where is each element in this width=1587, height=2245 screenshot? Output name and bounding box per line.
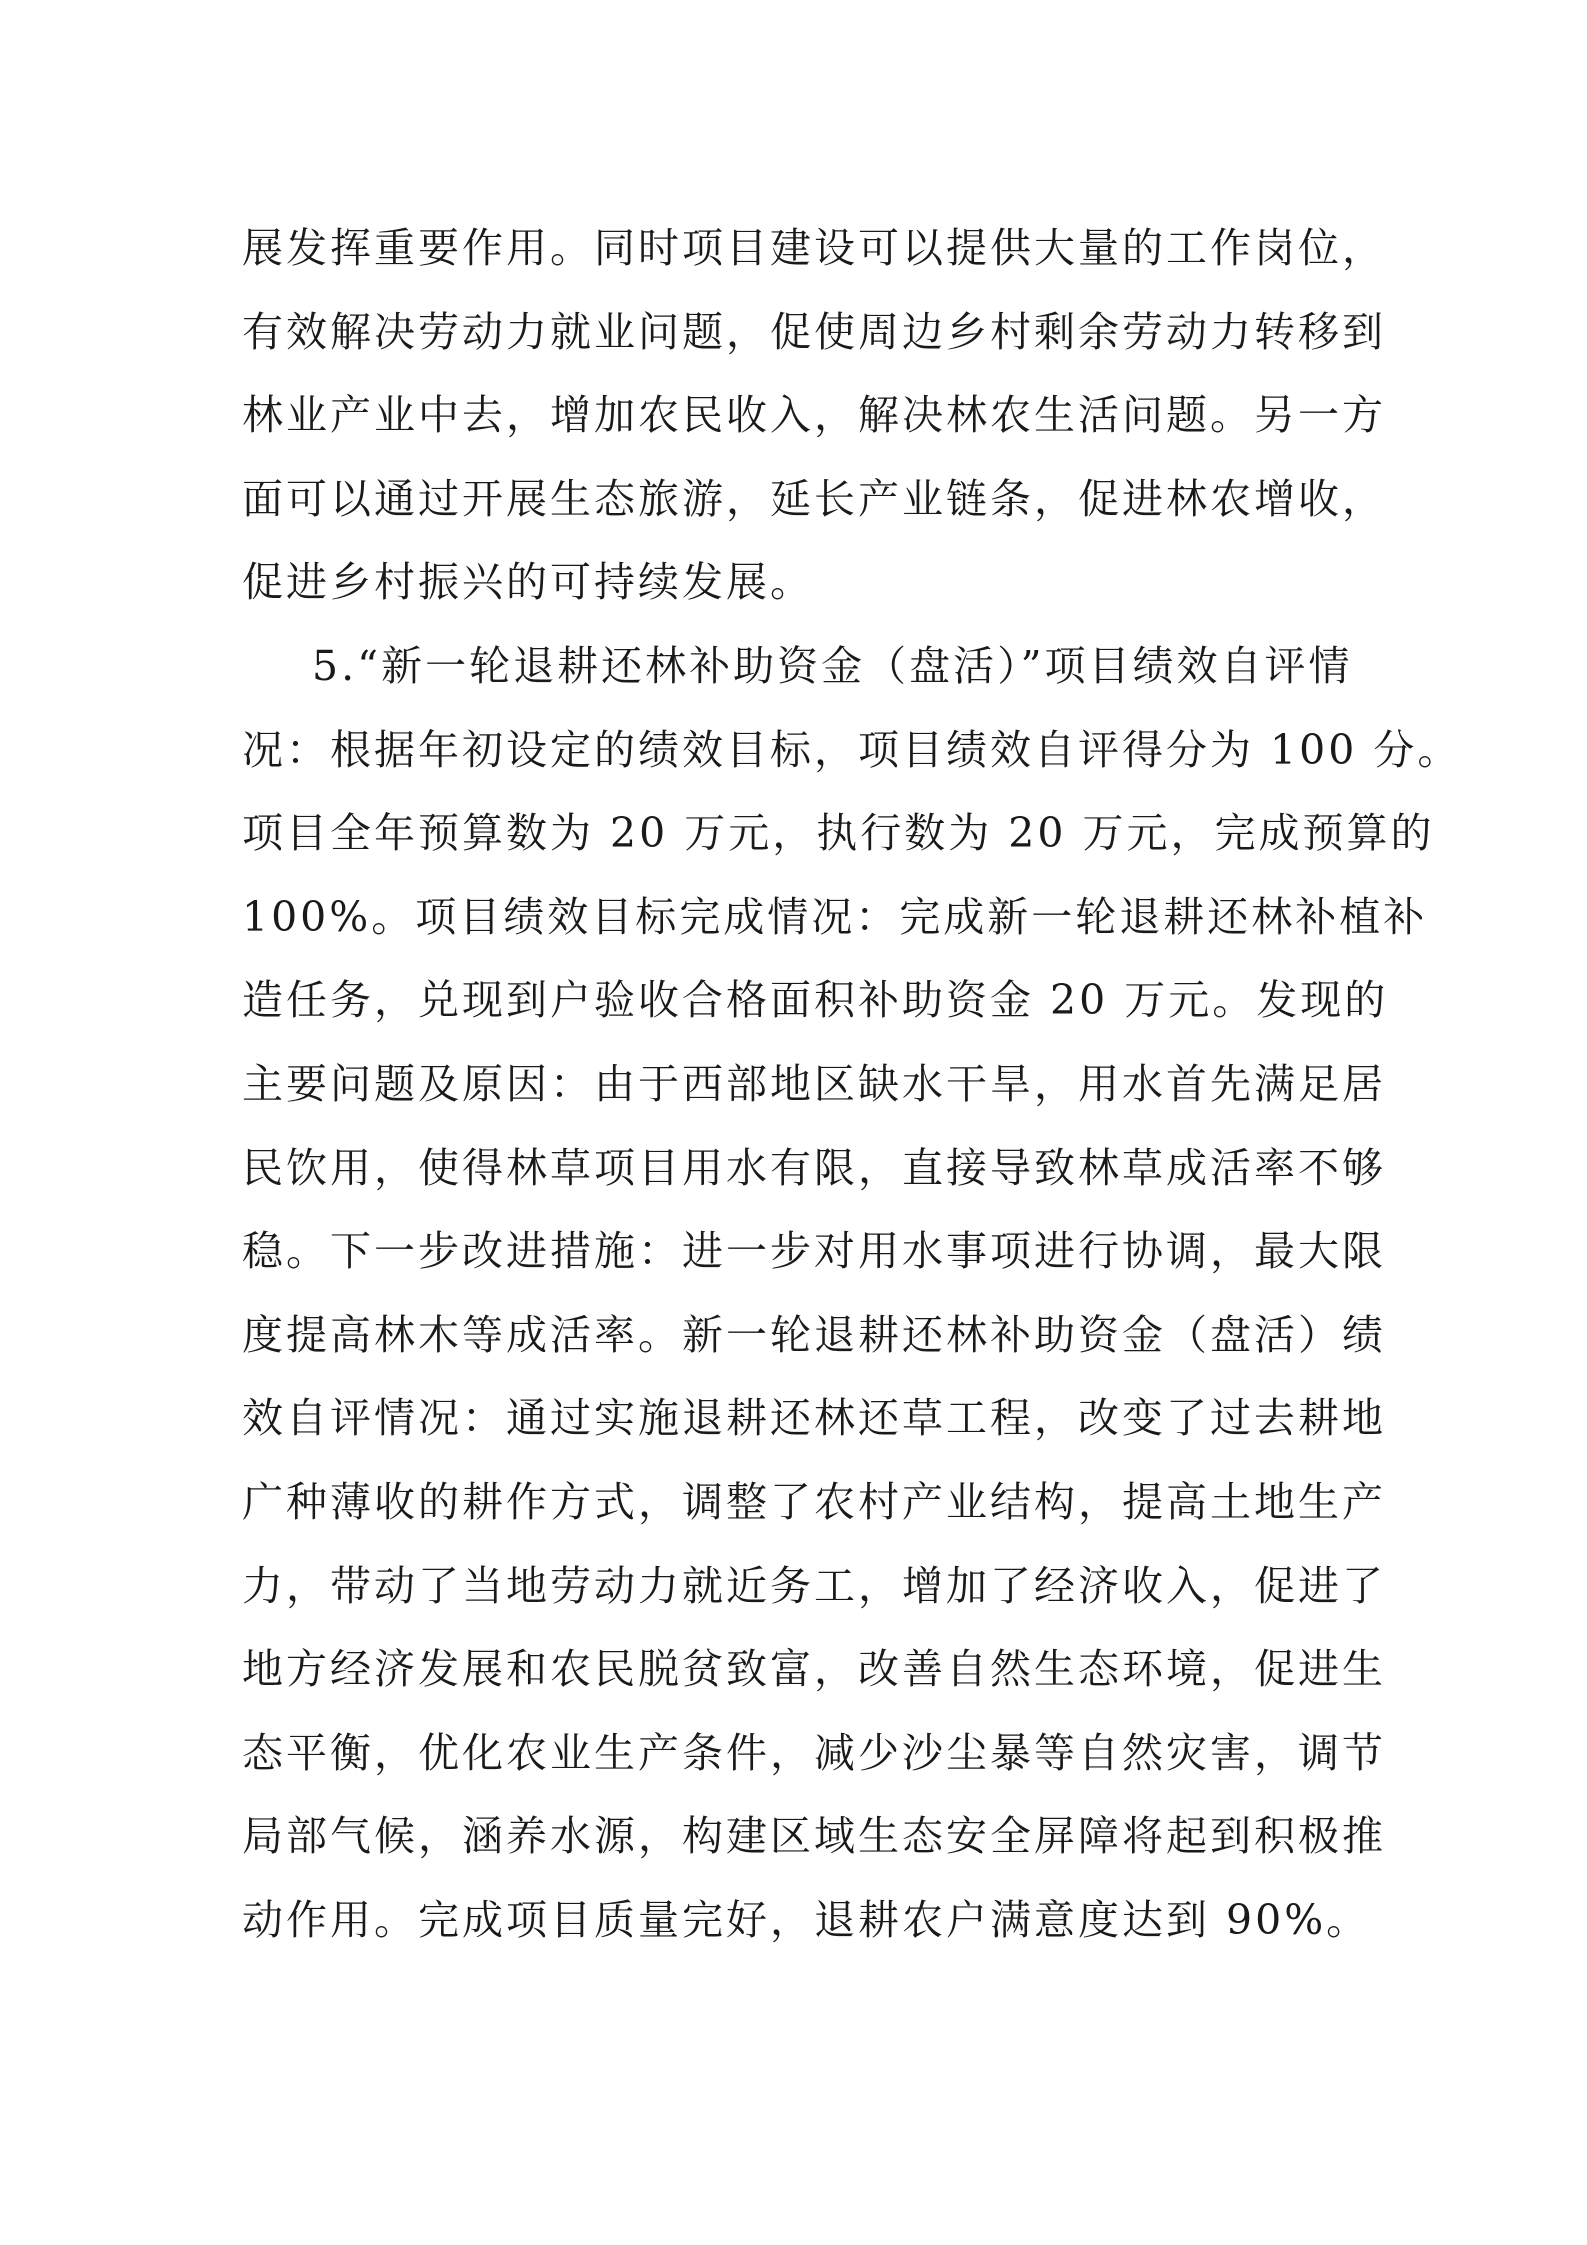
text-line: 广种薄收的耕作方式，调整了农村产业结构，提高土地生产 xyxy=(242,1477,1386,1526)
text-line: 度提高林木等成活率。新一轮退耕还林补助资金（盘活）绩 xyxy=(242,1310,1386,1359)
text-line: 民饮用，使得林草项目用水有限，直接导致林草成活率不够 xyxy=(242,1143,1386,1192)
text-line: 主要问题及原因：由于西部地区缺水干旱，用水首先满足居 xyxy=(242,1059,1386,1108)
text-line: 局部气候，涵养水源，构建区域生态安全屏障将起到积极推 xyxy=(242,1812,1386,1861)
text-line: 100%。项目绩效目标完成情况：完成新一轮退耕还林补植补 xyxy=(242,892,1428,941)
text-line: 态平衡，优化农业生产条件，减少沙尘暴等自然灾害，调节 xyxy=(242,1728,1386,1777)
text-line: 有效解决劳动力就业问题，促使周边乡村剩余劳动力转移到 xyxy=(242,307,1386,356)
text-line: 5.“新一轮退耕还林补助资金（盘活）”项目绩效自评情 xyxy=(312,641,1353,690)
text-line: 效自评情况：通过实施退耕还林还草工程，改变了过去耕地 xyxy=(242,1394,1386,1443)
text-line: 林业产业中去，增加农民收入，解决林农生活问题。另一方 xyxy=(242,391,1386,440)
text-line: 项目全年预算数为 20 万元，执行数为 20 万元，完成预算的 xyxy=(242,809,1435,858)
text-line: 地方经济发展和农民脱贫致富，改善自然生态环境，促进生 xyxy=(242,1645,1386,1694)
text-line: 展发挥重要作用。同时项目建设可以提供大量的工作岗位， xyxy=(242,224,1386,272)
text-line: 造任务，兑现到户验收合格面积补助资金 20 万元。发现的 xyxy=(242,976,1389,1025)
text-line: 况：根据年初设定的绩效目标，项目绩效自评得分为 100 分。 xyxy=(242,725,1462,774)
text-line: 力，带动了当地劳动力就近务工，增加了经济收入，促进了 xyxy=(242,1561,1386,1610)
text-line: 稳。下一步改进措施：进一步对用水事项进行协调，最大限 xyxy=(242,1227,1386,1276)
body-text xyxy=(242,207,1462,1962)
text-line: 动作用。完成项目质量完好，退耕农户满意度达到 90%。 xyxy=(242,1895,1371,1944)
text-line: 面可以通过开展生态旅游，延长产业链条，促进林农增收， xyxy=(242,474,1386,523)
text-line: 促进乡村振兴的可持续发展。 xyxy=(242,558,814,607)
